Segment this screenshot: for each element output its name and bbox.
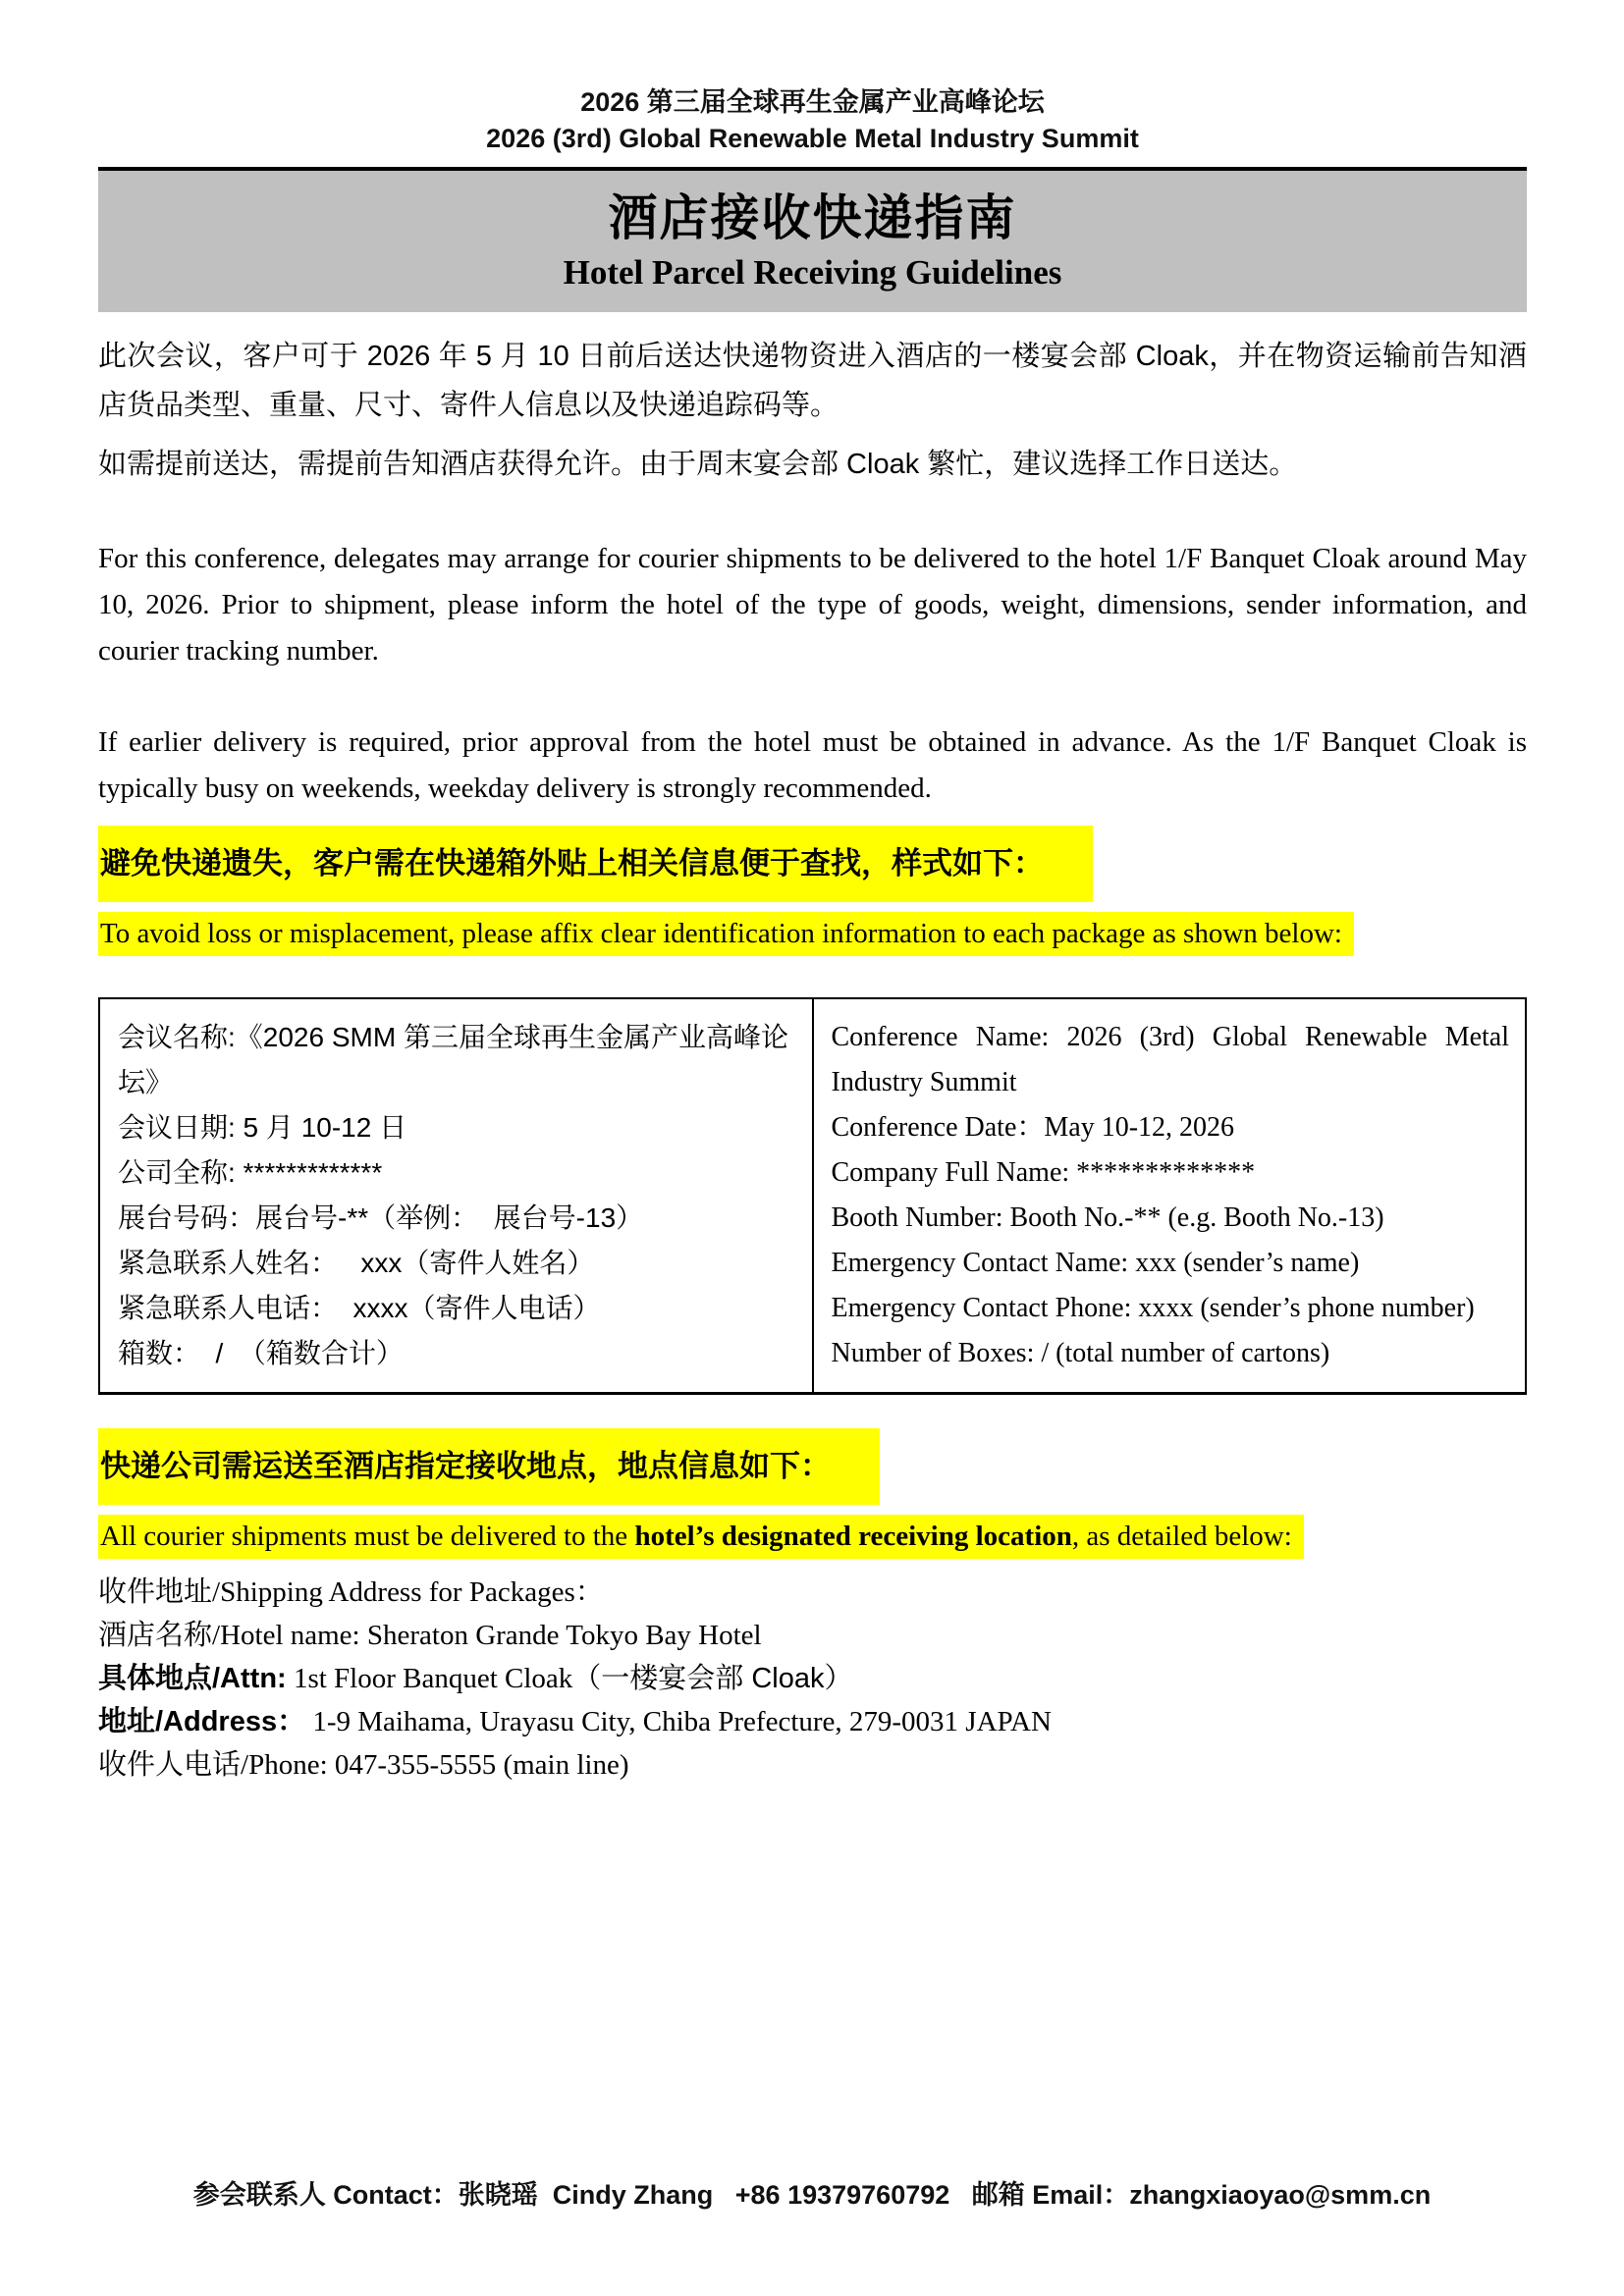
intro-paragraph-en-1: For this conference, delegates may arrange for courier shipments to be delivered to the hotel 1/F Banquet Cloak around May 10, 2026. Prior to shipment, please inform the hotel of the type of goods, weight, dimensions, sender information, and courier tracking number. [98,543,1527,667]
label-line-zh: 紧急联系人姓名： xxx（寄件人姓名） [118,1248,595,1278]
highlight-text-en-2 [98,1515,1304,1559]
highlight-heading-en-1 [98,912,1527,956]
address-label-zh-bold: 地址/Address： [98,1706,306,1737]
address-line-phone [98,1743,1527,1787]
package-label-table [98,997,1527,1395]
address-text-en: /Shipping Address for Packages： [212,1576,604,1608]
conference-title-zh: 2026 第三届全球再生金属产业高峰论坛 [580,87,1045,117]
address-text-en: 1st Floor Banquet Cloak [286,1663,573,1694]
intro-paragraph-en-2: If earlier delivery is required, prior approval from the hotel must be obtained in advance. As the 1/F Banquet Cloak is typically busy on weekends, weekday delivery is strongly recommended. [98,726,1527,804]
address-tail-zh: （一楼宴会部 Cloak） [572,1663,853,1694]
conference-title-en: 2026 (3rd) Global Renewable Metal Industry Summit [486,124,1139,153]
label-line-zh: 公司全称: ************* [118,1157,383,1188]
highlight-heading-zh-1 [98,826,1527,902]
doc-title-en: Hotel Parcel Receiving Guidelines [563,253,1062,292]
label-line-en: Conference Date：May 10-12, 2026 [831,1112,1235,1143]
address-line-shipping [98,1571,1527,1614]
address-label-zh: 收件地址 [98,1576,213,1608]
highlight-heading-en-2 [98,1515,1527,1559]
label-line-en: Booth Number: Booth No.-** (e.g. Booth No.-13) [831,1202,1384,1233]
label-line-en: Number of Boxes: / (total number of cartons) [831,1338,1330,1368]
shipping-address-section [98,1571,1527,1787]
label-line-en: Company Full Name: ************* [831,1157,1256,1188]
label-line-en: Emergency Contact Phone: xxxx (sender’s phone number) [831,1293,1475,1323]
title-block [98,167,1527,312]
table-row [99,998,1526,1394]
highlight2-suffix: , as detailed below: [1071,1521,1292,1552]
intro-paragraph-zh-1: 此次会议，客户可于 2026 年 5 月 10 日前后送达快递物资进入酒店的一楼宴会部 Cloak，并在物资运输前告知酒店货品类型、重量、尺寸、寄件人信息以及快递追踪码等。 [98,341,1527,421]
address-line-street [98,1700,1527,1743]
address-label-zh: 收件人电话 [98,1749,242,1781]
label-line-zh: 展台号码：展台号-**（举例： 展台号-13） [118,1202,644,1233]
highlight-heading-zh-2 [98,1428,1527,1505]
label-cell-zh [99,998,813,1394]
highlight-text-zh-1: 避免快递遗失，客户需在快递箱外贴上相关信息便于查找，样式如下： [98,826,1093,902]
label-line-zh: 会议日期: 5 月 10-12 日 [118,1112,407,1143]
label-line-en: Emergency Contact Name: xxx (sender’s name) [831,1248,1360,1278]
address-line-hotel-name [98,1614,1527,1657]
label-line-zh: 会议名称:《2026 SMM 第三届全球再生金属产业高峰论坛》 [118,1022,788,1097]
highlight-text-en-1: To avoid loss or misplacement, please affix clear identification information to each package as shown below: [98,912,1354,956]
label-line-en: Conference Name: 2026 (3rd) Global Renewable Metal Industry Summit [831,1022,1509,1097]
intro-paragraph-zh-2: 如需提前送达，需提前告知酒店获得允许。由于周末宴会部 Cloak 繁忙，建议选择工作日送达。 [98,449,1298,480]
highlight2-prefix: All courier shipments must be delivered to the [100,1521,635,1552]
label-line-zh: 紧急联系人电话： xxxx（寄件人电话） [118,1293,601,1323]
address-text-en: /Phone: 047-355-5555 (main line) [241,1749,629,1781]
label-line-zh: 箱数： / （箱数合计） [118,1338,404,1368]
address-text-en: 1-9 Maihama, Urayasu City, Chiba Prefecture, 279-0031 JAPAN [305,1706,1052,1737]
footer-contact: 参会联系人 Contact：张晓瑶 Cindy Zhang +86 19379760792 邮箱 Email：zhangxiaoyao@smm.cn [192,2180,1432,2210]
address-line-attn [98,1657,1527,1700]
address-text-en: /Hotel name: Sheraton Grande Tokyo Bay Hotel [212,1620,762,1651]
label-cell-en [813,998,1527,1394]
highlight2-bold: hotel’s designated receiving location [634,1521,1072,1552]
doc-title-zh: 酒店接收快递指南 [608,190,1017,245]
highlight-text-zh-2: 快递公司需运送至酒店指定接收地点，地点信息如下： [98,1428,880,1505]
address-label-zh-bold: 具体地点/Attn: [98,1663,287,1694]
address-label-zh: 酒店名称 [98,1620,213,1651]
